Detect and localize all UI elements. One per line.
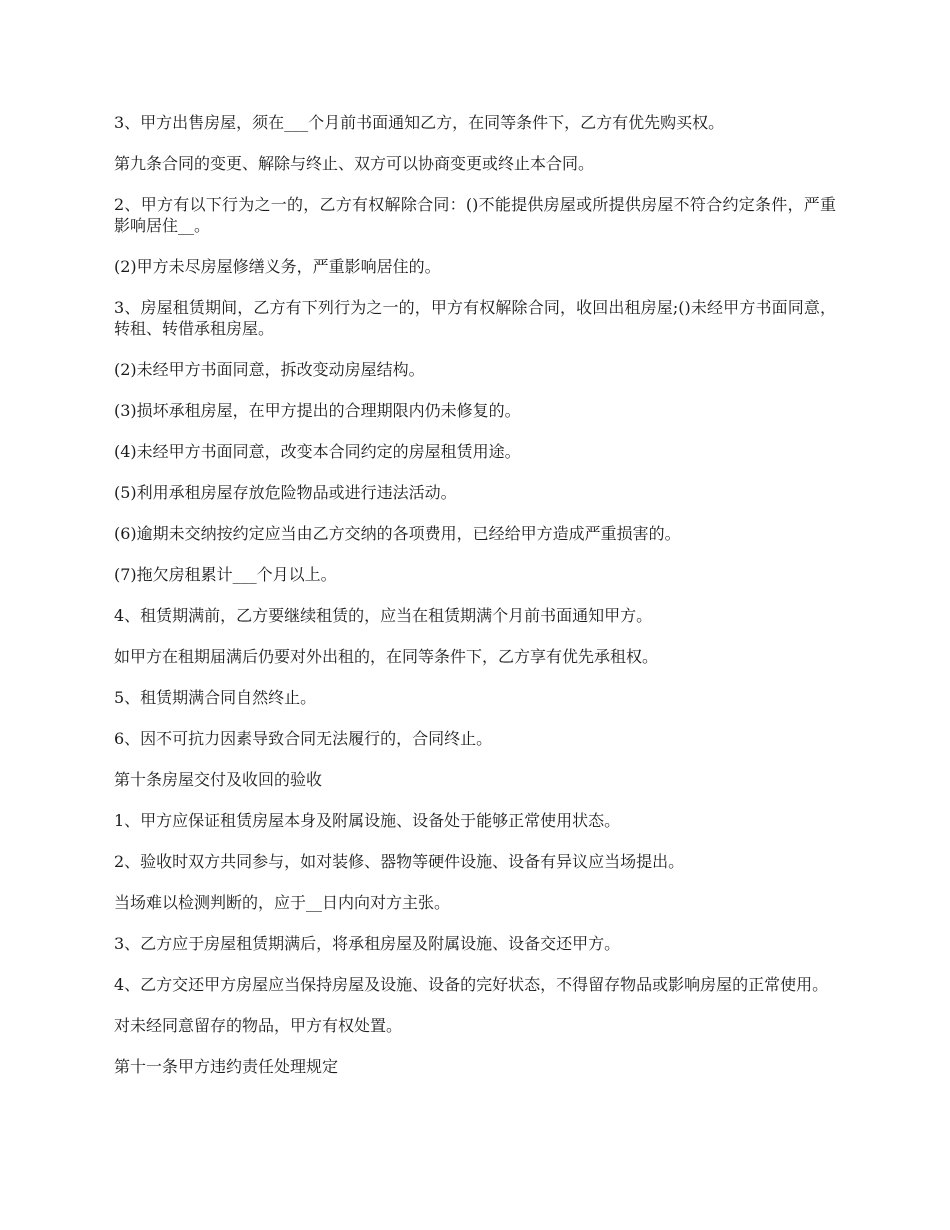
paragraph: (6)逾期未交纳按约定应当由乙方交纳的各项费用，已经给甲方造成严重损害的。: [114, 524, 681, 543]
paragraph: 3、甲方出售房屋，须在___个月前书面通知乙方，在同等条件下，乙方有优先购买权。: [114, 113, 725, 132]
paragraph: 4、租赁期满前，乙方要继续租赁的，应当在租赁期满个月前书面通知甲方。: [114, 606, 653, 625]
paragraph: 3、房屋租赁期间，乙方有下列行为之一的，甲方有权解除合同，收回出租房屋;()未经甲方书面同意，转租、转借承租房屋。: [114, 298, 836, 338]
paragraph: 如甲方在租期届满后仍要对外出租的，在同等条件下，乙方享有优先承租权。: [114, 647, 659, 666]
document-body: [114, 112, 836, 1097]
section-heading: 第十条房屋交付及收回的验收: [114, 770, 323, 789]
paragraph: 5、租赁期满合同自然终止。: [114, 688, 317, 707]
section-heading: 第九条合同的变更、解除与终止、双方可以协商变更或终止本合同。: [114, 154, 595, 173]
paragraph: (2)未经甲方书面同意，拆改变动房屋结构。: [114, 360, 425, 379]
paragraph: 4、乙方交还甲方房屋应当保持房屋及设施、设备的完好状态，不得留存物品或影响房屋的正常使用。: [114, 975, 829, 994]
paragraph: 6、因不可抗力因素导致合同无法履行的，合同终止。: [114, 729, 493, 748]
paragraph: 2、验收时双方共同参与，如对装修、器物等硬件设施、设备有异议应当场提出。: [114, 852, 685, 871]
paragraph: (7)拖欠房租累计___个月以上。: [114, 565, 337, 584]
paragraph: (5)利用承租房屋存放危险物品或进行违法活动。: [114, 483, 457, 502]
section-heading: 第十一条甲方违约责任处理规定: [114, 1057, 339, 1076]
paragraph: (3)损坏承租房屋，在甲方提出的合理期限内仍未修复的。: [114, 401, 521, 420]
paragraph: 当场难以检测判断的，应于__日内向对方主张。: [114, 893, 451, 912]
paragraph: 3、乙方应于房屋租赁期满后，将承租房屋及附属设施、设备交还甲方。: [114, 934, 621, 953]
paragraph: 对未经同意留存的物品，甲方有权处置。: [114, 1016, 403, 1035]
paragraph: (2)甲方未尽房屋修缮义务，严重影响居住的。: [114, 257, 441, 276]
paragraph: (4)未经甲方书面同意，改变本合同约定的房屋租赁用途。: [114, 442, 521, 461]
paragraph: 2、甲方有以下行为之一的，乙方有权解除合同：()不能提供房屋或所提供房屋不符合约定条件，严重影响居住__。: [114, 195, 836, 235]
paragraph: 1、甲方应保证租赁房屋本身及附属设施、设备处于能够正常使用状态。: [114, 811, 621, 830]
